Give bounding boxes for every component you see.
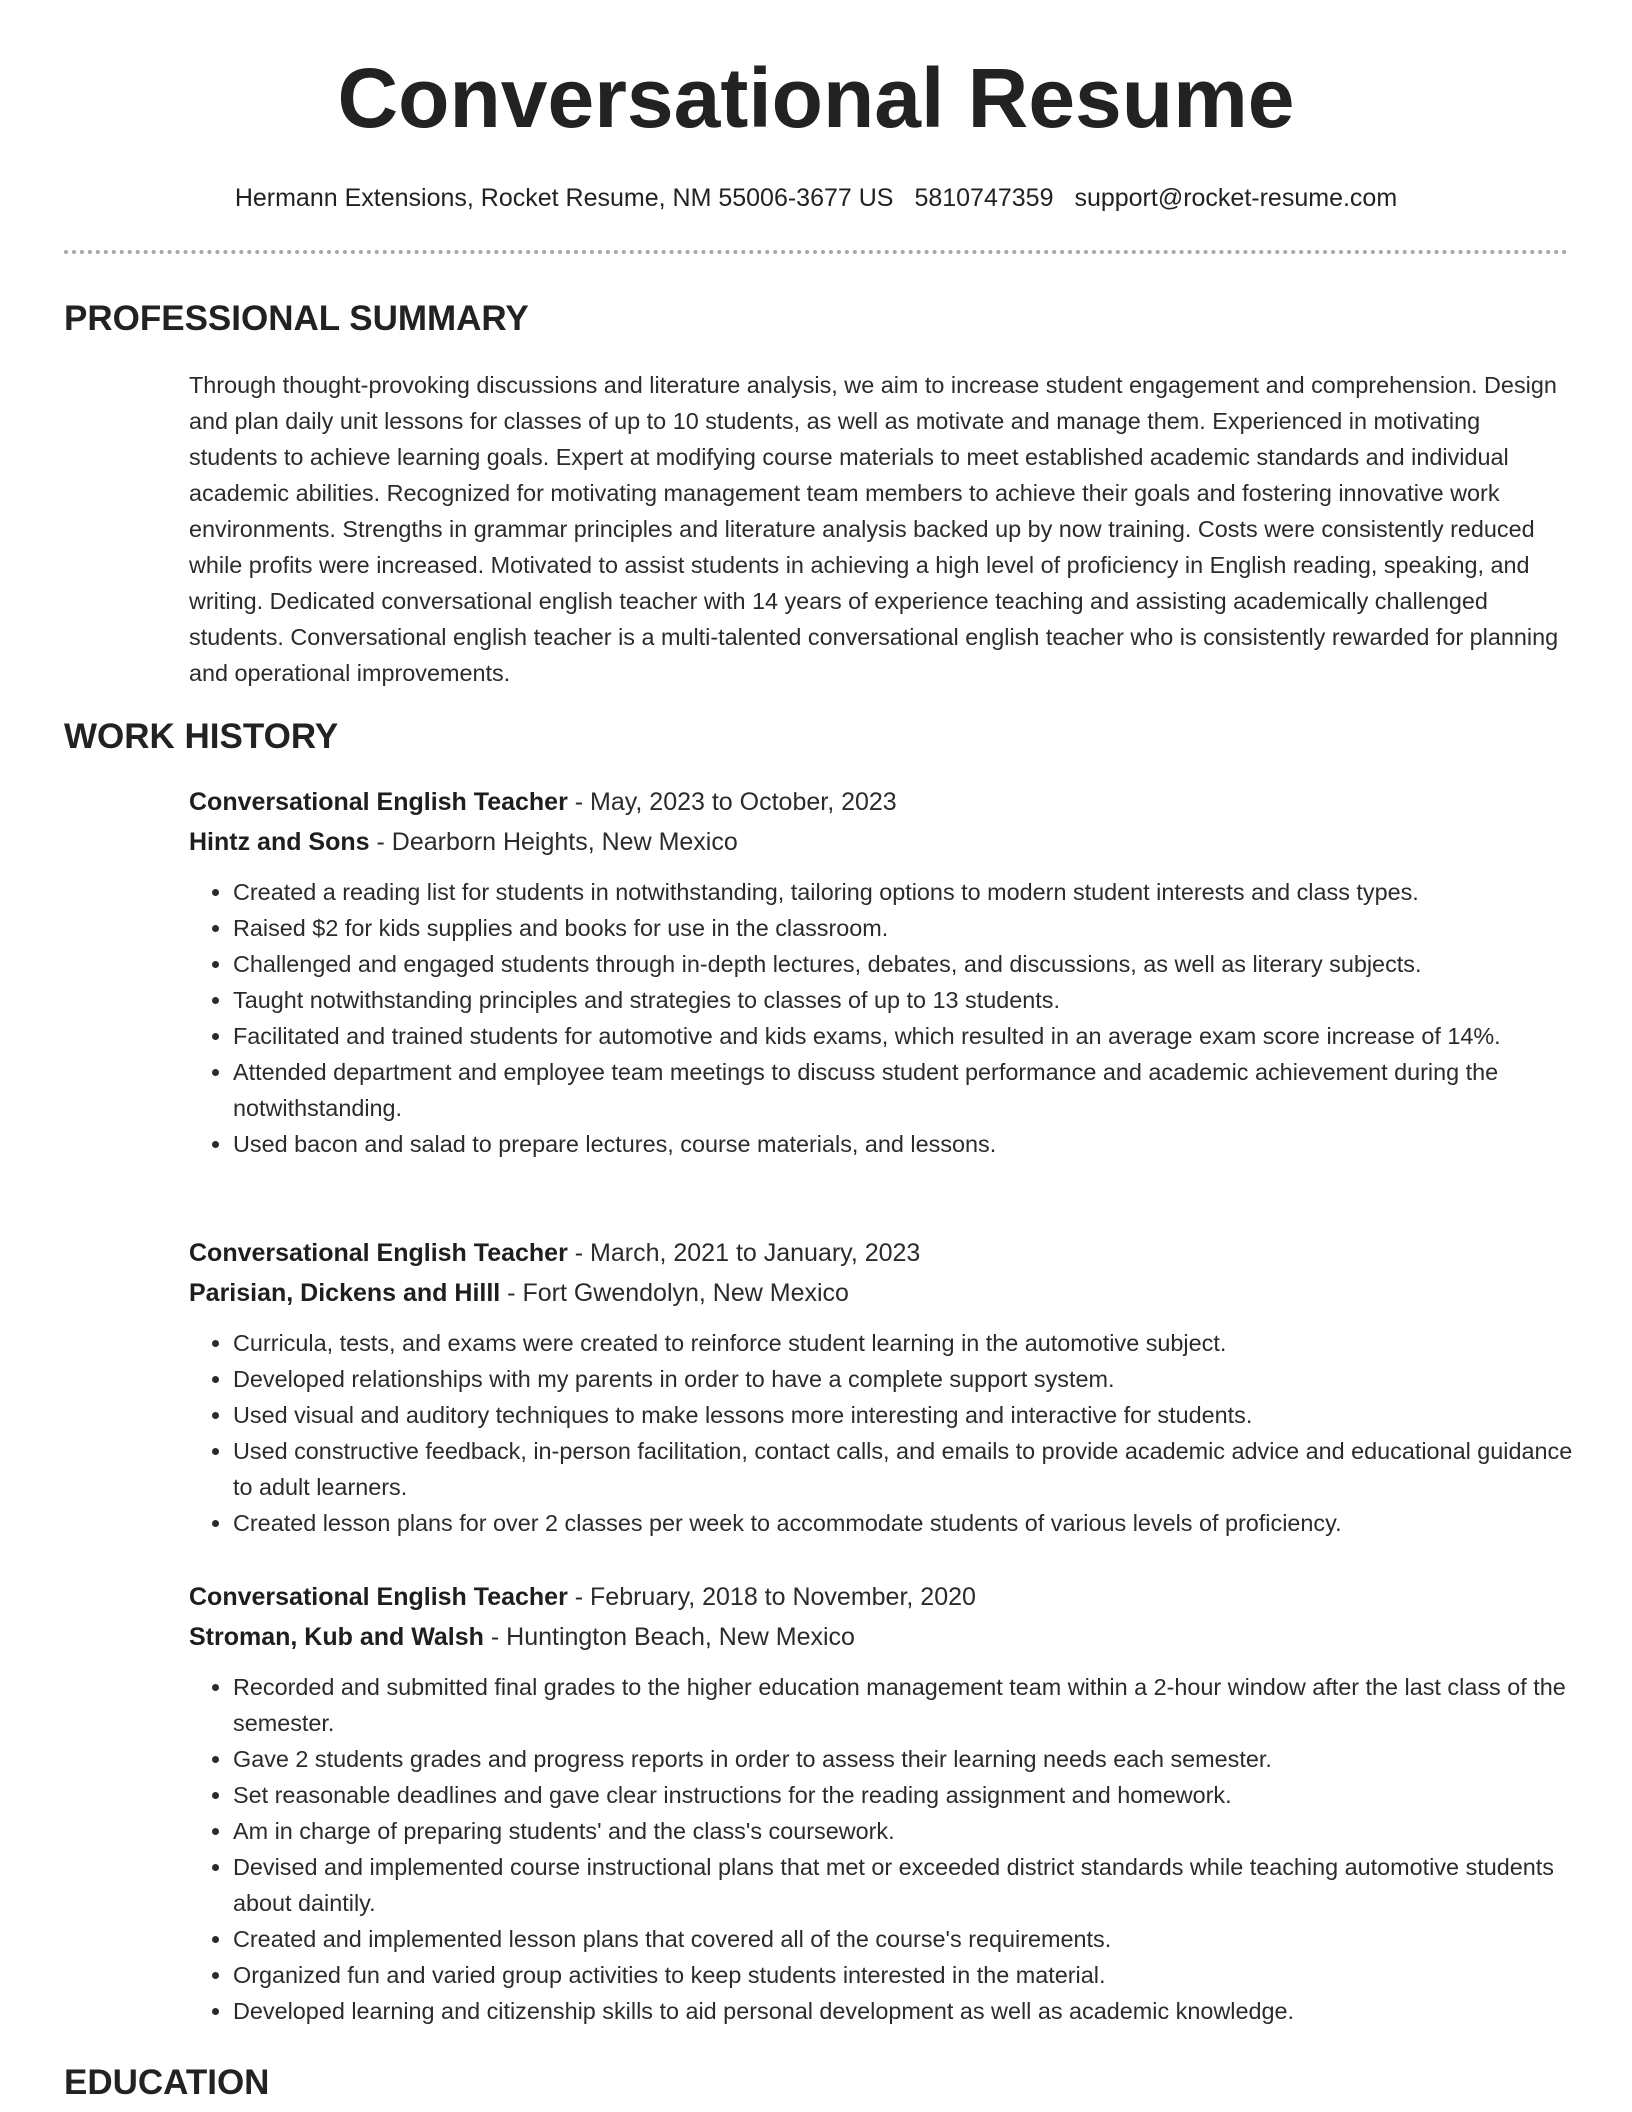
- job-dates: - March, 2021 to January, 2023: [567, 1239, 921, 1267]
- job-bullet: • Curricula, tests, and exams were created to reinforce student learning in the automotive subject.: [233, 1325, 1575, 1361]
- job-company-line: [189, 1273, 1575, 1313]
- job-bullets: [189, 1325, 1575, 1541]
- job-bullet: • Developed learning and citizenship skills to aid personal development as well as academic knowledge.: [233, 1993, 1575, 2029]
- job-bullet: • Set reasonable deadlines and gave clear instructions for the reading assignment and homework.: [233, 1777, 1575, 1813]
- job-dates: - May, 2023 to October, 2023: [567, 788, 897, 816]
- job-bullet: • Recorded and submitted final grades to the higher education management team within a 2-hour window after the last class of the semester.: [233, 1669, 1575, 1741]
- job-bullet: • Used bacon and salad to prepare lectures, course materials, and lessons.: [233, 1126, 1575, 1162]
- job-bullets: [189, 1669, 1575, 2029]
- job-bullet: • Organized fun and varied group activities to keep students interested in the material.: [233, 1957, 1575, 1993]
- contact-line: [0, 181, 1632, 215]
- job-bullet: • Created a reading list for students in notwithstanding, tailoring options to modern student interests and class types.: [233, 874, 1575, 910]
- job-entry: [189, 782, 1575, 1162]
- contact-email: support@rocket-resume.com: [1074, 184, 1398, 212]
- job-entry: [189, 1233, 1575, 1541]
- job-entry: [189, 1577, 1575, 2029]
- job-company: Hintz and Sons: [189, 828, 370, 856]
- job-company-line: [189, 1617, 1575, 1657]
- job-company: Stroman, Kub and Walsh: [189, 1623, 484, 1651]
- job-title-line: [189, 1233, 1575, 1273]
- job-bullet: • Raised $2 for kids supplies and books for use in the classroom.: [233, 910, 1575, 946]
- job-location: - Dearborn Heights, New Mexico: [369, 828, 738, 856]
- contact-phone: 5810747359: [914, 184, 1054, 212]
- job-bullet: • Taught notwithstanding principles and strategies to classes of up to 13 students.: [233, 982, 1575, 1018]
- job-bullet: • Am in charge of preparing students' and the class's coursework.: [233, 1813, 1575, 1849]
- header-divider: [64, 250, 1568, 254]
- job-location: - Huntington Beach, New Mexico: [483, 1623, 855, 1651]
- job-location: - Fort Gwendolyn, New Mexico: [500, 1279, 849, 1307]
- resume-title: Conversational Resume: [337, 51, 1295, 145]
- job-bullet: • Gave 2 students grades and progress reports in order to assess their learning needs each semester.: [233, 1741, 1575, 1777]
- job-bullet: • Devised and implemented course instructional plans that met or exceeded district standards while teaching automotive students about daintily.: [233, 1849, 1575, 1921]
- job-bullet: • Used constructive feedback, in-person facilitation, contact calls, and emails to provide academic advice and educational guidance to adult learners.: [233, 1433, 1575, 1505]
- job-dates: - February, 2018 to November, 2020: [567, 1583, 976, 1611]
- job-title: Conversational English Teacher: [189, 1583, 568, 1611]
- job-title-line: [189, 1577, 1575, 1617]
- job-bullet: • Facilitated and trained students for automotive and kids exams, which resulted in an average exam score increase of 14%.: [233, 1018, 1575, 1054]
- job-bullet: • Created and implemented lesson plans that covered all of the course's requirements.: [233, 1921, 1575, 1957]
- summary-heading: PROFESSIONAL SUMMARY: [64, 299, 529, 338]
- job-bullet: • Used visual and auditory techniques to make lessons more interesting and interactive for students.: [233, 1397, 1575, 1433]
- job-company-line: [189, 822, 1575, 862]
- job-company: Parisian, Dickens and Hilll: [189, 1279, 501, 1307]
- job-title: Conversational English Teacher: [189, 788, 568, 816]
- job-title: Conversational English Teacher: [189, 1239, 568, 1267]
- job-bullet: • Created lesson plans for over 2 classes per week to accommodate students of various levels of proficiency.: [233, 1505, 1575, 1541]
- work-history-heading: WORK HISTORY: [64, 717, 339, 756]
- job-bullets: [189, 874, 1575, 1162]
- job-bullet: • Attended department and employee team meetings to discuss student performance and academic achievement during the notwithstanding.: [233, 1054, 1575, 1126]
- contact-address: Hermann Extensions, Rocket Resume, NM 55006-3677 US: [234, 184, 894, 212]
- education-heading: EDUCATION: [64, 2063, 270, 2102]
- job-bullet: • Developed relationships with my parents in order to have a complete support system.: [233, 1361, 1575, 1397]
- job-title-line: [189, 782, 1575, 822]
- summary-text: Through thought-provoking discussions and literature analysis, we aim to increase student engagement and comprehension. Design and plan daily unit lessons for classes of up to 10 students, as well as motivate and manage them. Experienced in motivating students to achieve learning goals. Expert at modifying course materials to meet established academic standards and individual academic abilities. Recognized for motivating management team members to achieve their goals and fostering innovative work environments. Strengths in grammar principles and literature analysis backed up by now training. Costs were consistently reduced while profits were increased. Motivated to assist students in achieving a high level of proficiency in English reading, speaking, and writing. Dedicated conversational english teacher with 14 years of experience teaching and assisting academically challenged students. Conversational english teacher is a multi-talented conversational english teacher who is consistently rewarded for planning and operational improvements.: [189, 372, 1559, 686]
- job-bullet: • Challenged and engaged students through in-depth lectures, debates, and discussions, as well as literary subjects.: [233, 946, 1575, 982]
